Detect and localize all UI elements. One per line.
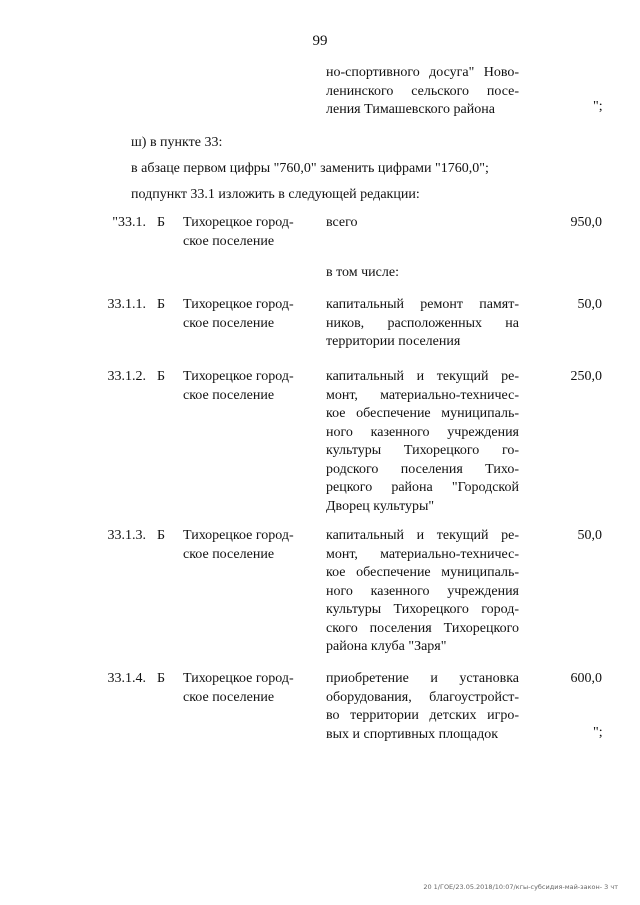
description-line: культуры Тихорецкого го- [326,443,519,458]
note-text: в том числе: [326,265,399,280]
row-value: 950,0 [570,215,602,230]
row-category: Б [157,369,166,384]
continuation-line: ленинского сельского посе- [326,83,519,99]
row-recipient [183,368,308,405]
recipient-line: Тихорецкое город- [183,528,294,543]
closing-quote: "; [593,725,603,740]
row-number: "33.1. [112,215,146,230]
recipient-line: ское поселение [183,315,275,331]
description-line: ского поселения Тихорецкого [326,620,519,636]
row-number: 33.1.2. [107,369,146,384]
recipient-line: Тихорецкое город- [183,671,294,686]
description-line: приобретение и установка [326,671,519,686]
row-recipient [183,296,308,333]
row-description [326,214,519,233]
closing-quote: "; [593,99,603,114]
description-line: рецкого района "Городской [326,480,519,495]
description-line: во территории детских игро- [326,708,519,723]
description-line: монт, материально-техничес- [326,387,519,403]
description-line: капитальный и текущий ре- [326,369,519,384]
description-line: ного казенного учреждения [326,583,519,599]
row-number: 33.1.1. [107,297,146,312]
instruction-paragraph: ш) в пункте 33: [131,135,223,150]
row-category: Б [157,528,166,543]
instruction-paragraph: подпункт 33.1 изложить в следующей редакции: [131,187,420,202]
row-description [326,670,519,744]
description-line: кое обеспечение муниципаль- [326,565,519,580]
description-line: оборудования, благоустройст- [326,689,519,705]
row-description [326,527,519,657]
description-line: района клуба "Заря" [326,639,447,654]
row-value: 50,0 [577,297,602,312]
description-line: ников, расположенных на [326,315,519,331]
recipient-line: ское поселение [183,689,275,705]
description-line: территории поселения [326,334,461,349]
row-value: 600,0 [570,671,602,686]
description-line: капитальный и текущий ре- [326,528,519,543]
recipient-line: Тихорецкое город- [183,215,294,230]
instruction-paragraph: в абзаце первом цифры "760,0" заменить цифрами "1760,0"; [131,161,489,176]
recipient-line: ское поселение [183,233,275,249]
page-footer: 20 1/ГОЕ/23.05.2018/10:07/кгы-субсидия-май-закон- 3 чт [423,883,618,891]
description-line: кое обеспечение муниципаль- [326,406,519,421]
row-recipient [183,527,308,564]
description-line: капитальный ремонт памят- [326,297,519,312]
row-category: Б [157,297,166,312]
row-description [326,296,519,352]
row-number: 33.1.3. [107,528,146,543]
row-recipient [183,670,308,707]
description-line: культуры Тихорецкого город- [326,602,519,617]
recipient-line: ское поселение [183,387,275,403]
continuation-line: но-спортивного досуга" Ново- [326,65,519,80]
row-value: 50,0 [577,528,602,543]
description-line: всего [326,215,358,230]
description-line: ного казенного учреждения [326,424,519,440]
continuation-text [326,64,519,120]
recipient-line: Тихорецкое город- [183,297,294,312]
row-value: 250,0 [570,369,602,384]
continuation-line: ления Тимашевского района [326,102,495,117]
description-line: монт, материально-техничес- [326,546,519,562]
recipient-line: Тихорецкое город- [183,369,294,384]
row-category: Б [157,671,166,686]
description-line: Дворец культуры" [326,498,435,514]
description-line: вых и спортивных площадок [326,726,499,742]
description-line: родского поселения Тихо- [326,461,519,477]
row-recipient [183,214,308,251]
row-number: 33.1.4. [107,671,146,686]
row-description [326,368,519,516]
page-number: 99 [312,33,328,49]
row-category: Б [157,215,166,230]
recipient-line: ское поселение [183,546,275,562]
